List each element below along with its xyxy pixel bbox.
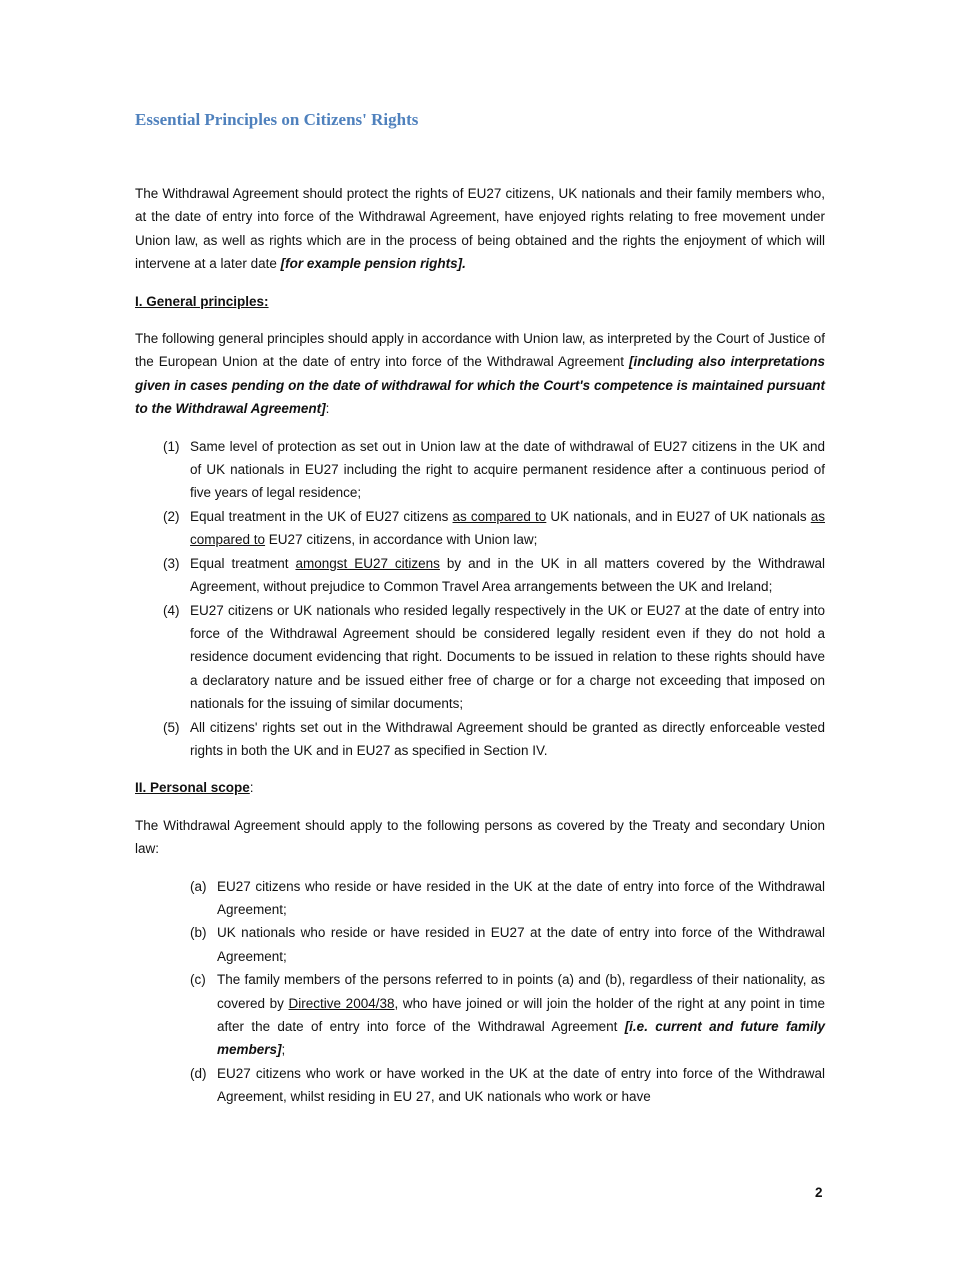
list-item-text: Equal treatment xyxy=(190,555,296,571)
list-marker: (b) xyxy=(190,925,207,941)
section-heading-text: II. Personal scope xyxy=(135,780,250,796)
list-marker: (3) xyxy=(163,555,180,571)
underlined-text: Directive 2004/38 xyxy=(288,995,395,1011)
section-heading-text: I. General principles: xyxy=(135,293,269,309)
list-marker: (a) xyxy=(190,878,207,894)
intro-italic: [for example pension rights]. xyxy=(280,256,466,272)
list-marker: (c) xyxy=(190,972,206,988)
list-item-text: , who have joined or will join the holder of the right at any point in time after the date of entry into force of the Withdrawal Agreement xyxy=(217,995,825,1034)
list-marker: (1) xyxy=(163,438,180,454)
list-item xyxy=(135,875,825,922)
list-item xyxy=(135,1062,825,1109)
section-heading-personal-scope xyxy=(135,776,825,799)
list-item-text: Same level of protection as set out in Union law at the date of withdrawal of EU27 citizens in the UK and of UK nationals in EU27 including the right to acquire permanent residence after a continuous period of five years of legal residence; xyxy=(190,438,825,501)
list-item xyxy=(135,968,825,1062)
list-marker: (5) xyxy=(163,719,180,735)
list-item-text: EU27 citizens who work or have worked in the UK at the date of entry into force of the Withdrawal Agreement, whilst residing in EU 27, and UK nationals who work or have xyxy=(217,1065,825,1105)
personal-scope-paragraph: The Withdrawal Agreement should apply to the following persons as covered by the Treaty and secondary Union law: xyxy=(135,817,825,857)
personal-scope-list xyxy=(135,875,825,1109)
general-principles-list xyxy=(135,435,825,763)
list-item-text: by and in the UK in all matters covered by the Withdrawal Agreement, without prejudice to Common Travel Area arrangements between the UK and Ireland; xyxy=(190,555,825,595)
list-item-text: UK nationals, and in EU27 of UK nationals xyxy=(546,508,811,524)
list-marker: (4) xyxy=(163,602,180,618)
list-item xyxy=(135,552,825,599)
list-item xyxy=(135,921,825,968)
list-item-italic: [i.e. current and future family members] xyxy=(217,1019,825,1058)
intro-text: The Withdrawal Agreement should protect the rights of EU27 citizens, UK nationals and their family members who, at the date of entry into force of the Withdrawal Agreement, have enjoyed rights relating to free movement under Union law, as well as rights which are in the process of being obtained and the rights the enjoyment of which will intervene at a later date xyxy=(135,186,825,272)
section-heading-general-principles xyxy=(135,290,825,313)
list-item-text: EU27 citizens who reside or have resided in the UK at the date of entry into force of the Withdrawal Agreement; xyxy=(217,878,825,917)
underlined-text: amongst EU27 citizens xyxy=(295,555,440,571)
paragraph-italic: [including also interpretations given in cases pending on the date of withdrawal for which the Court's competence is maintained pursuant to the Withdrawal Agreement] xyxy=(135,354,825,417)
list-item xyxy=(135,505,825,552)
underlined-text: as compared to xyxy=(190,508,825,548)
list-item-text: EU27 citizens or UK nationals who resided legally respectively in the UK or EU27 at the date of entry into force of the Withdrawal Agreement should be considered legally resident even if they do not hold a residence document evidencing that right. Documents to be issued in relation to these rights should have a declaratory nature and be issued either free of charge or for a charge not exceeding that imposed on nationals for the issuing of similar documents; xyxy=(190,602,825,712)
underlined-text: as compared to xyxy=(452,508,547,524)
general-principles-paragraph xyxy=(135,327,825,421)
paragraph-text: The following general principles should apply in accordance with Union law, as interpreted by the Court of Justice of the European Union at the date of entry into force of the Withdrawal Agreement xyxy=(135,331,825,370)
page-number: 2 xyxy=(815,1185,823,1200)
list-item-text: All citizens' rights set out in the Withdrawal Agreement should be granted as directly enforceable vested rights in both the UK and in EU27 as specified in Section IV. xyxy=(190,719,825,758)
document-title: Essential Principles on Citizens' Rights xyxy=(135,110,419,129)
document-body xyxy=(135,108,825,1123)
list-item xyxy=(135,599,825,716)
paragraph-end: : xyxy=(325,401,330,417)
list-item xyxy=(135,435,825,505)
section-heading-end: : xyxy=(249,780,254,796)
list-item xyxy=(135,716,825,763)
list-item-text: Equal treatment in the UK of EU27 citizens xyxy=(190,508,453,524)
list-item-text: EU27 citizens, in accordance with Union law; xyxy=(265,532,538,548)
list-marker: (d) xyxy=(190,1065,207,1081)
intro-paragraph xyxy=(135,182,825,276)
list-item-text: The family members of the persons referred to in points (a) and (b), regardless of their nationality, as covered by xyxy=(217,972,825,1011)
list-item-text: UK nationals who reside or have resided in EU27 at the date of entry into force of the Withdrawal Agreement; xyxy=(217,925,825,964)
list-marker: (2) xyxy=(163,508,180,524)
list-item-text: ; xyxy=(281,1042,286,1058)
